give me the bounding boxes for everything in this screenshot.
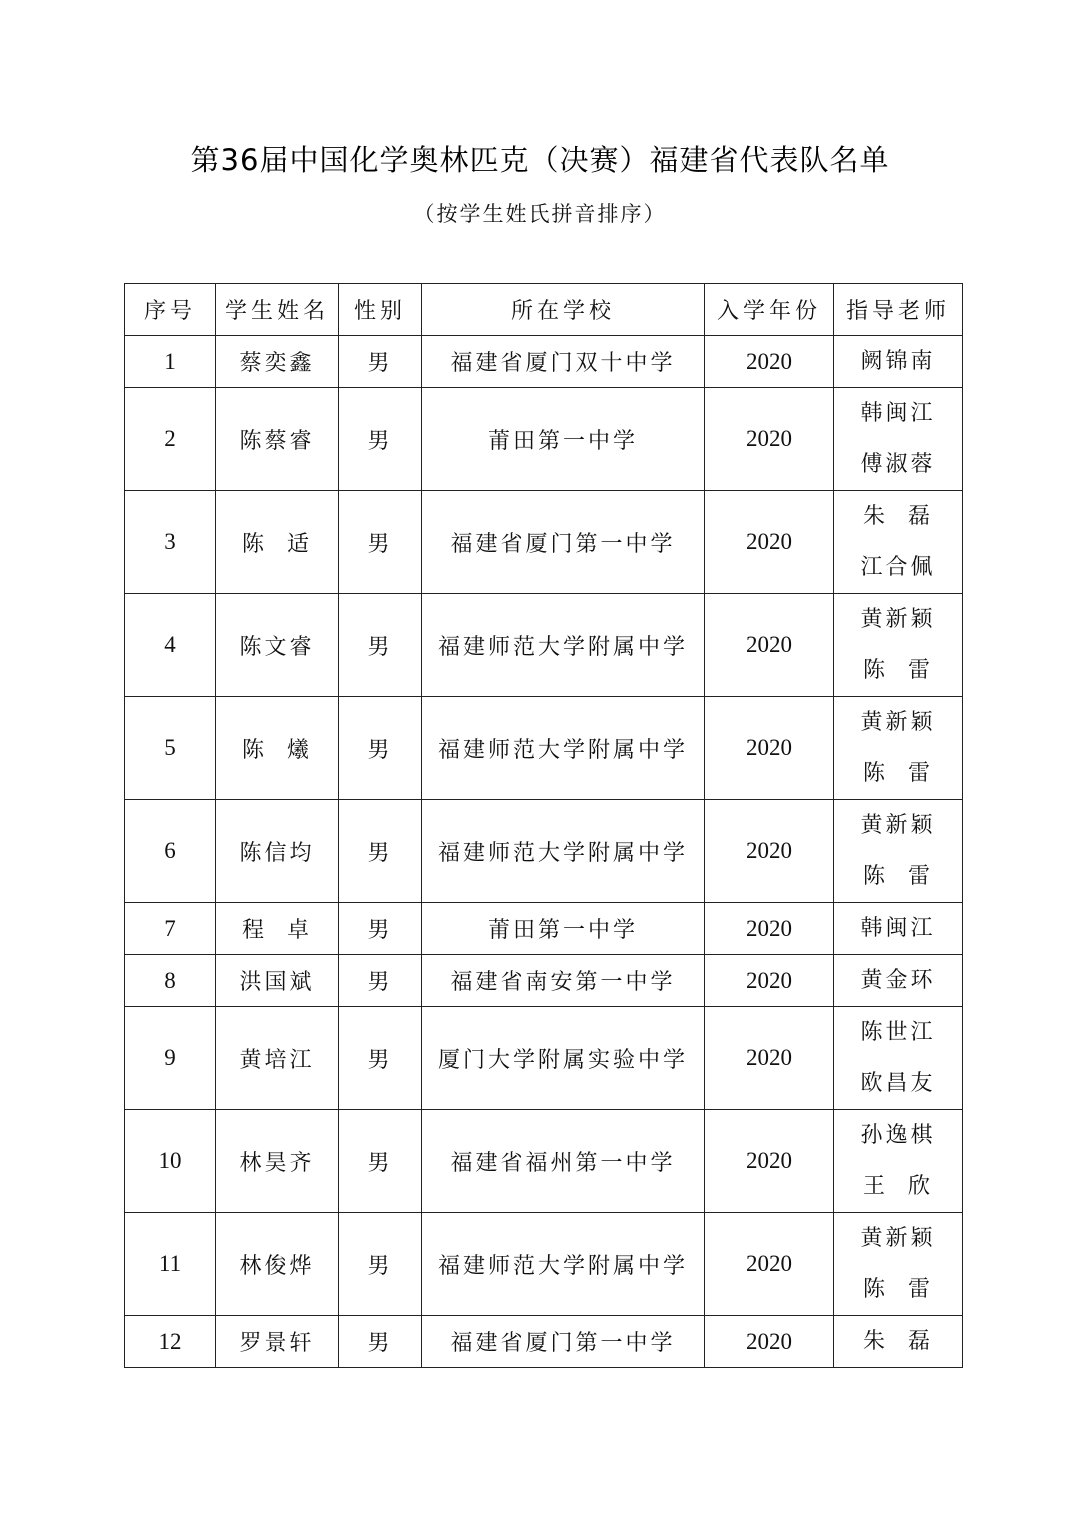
cell-school: 福建省厦门第一中学 — [422, 491, 705, 594]
document-title: 第36届中国化学奥林匹克（决赛）福建省代表队名单 — [190, 143, 890, 177]
table-row — [125, 1110, 963, 1213]
cell-enrollment-year: 2020 — [705, 903, 834, 955]
cell-school: 莆田第一中学 — [422, 903, 705, 955]
teacher-name: 朱 磊 — [863, 504, 933, 529]
cell-gender: 男 — [339, 903, 422, 955]
header-number: 序号 — [125, 284, 216, 336]
cell-gender: 男 — [339, 955, 422, 1007]
cell-student-name: 陈 爔 — [216, 697, 339, 800]
cell-teachers — [834, 697, 963, 800]
cell-gender: 男 — [339, 1316, 422, 1368]
cell-student-name: 陈蔡睿 — [216, 388, 339, 491]
teacher-name: 傅淑蓉 — [860, 452, 936, 477]
cell-enrollment-year: 2020 — [705, 388, 834, 491]
teacher-name: 朱 磊 — [863, 1329, 933, 1354]
header-enrollment-year: 入学年份 — [705, 284, 834, 336]
table-row — [125, 388, 963, 491]
teacher-name: 陈 雷 — [863, 658, 933, 683]
teacher-name: 欧昌友 — [860, 1071, 936, 1096]
cell-teachers — [834, 1213, 963, 1316]
cell-teachers — [834, 903, 963, 955]
cell-gender: 男 — [339, 1007, 422, 1110]
teacher-name: 王 欣 — [863, 1174, 933, 1199]
teacher-name: 陈 雷 — [863, 761, 933, 786]
cell-teachers — [834, 388, 963, 491]
cell-teachers — [834, 955, 963, 1007]
cell-teachers — [834, 491, 963, 594]
cell-school: 莆田第一中学 — [422, 388, 705, 491]
cell-enrollment-year: 2020 — [705, 800, 834, 903]
cell-school: 福建省厦门第一中学 — [422, 1316, 705, 1368]
roster-body — [125, 336, 963, 1368]
cell-enrollment-year: 2020 — [705, 1316, 834, 1368]
cell-teachers — [834, 1316, 963, 1368]
cell-school: 厦门大学附属实验中学 — [422, 1007, 705, 1110]
teacher-name: 韩闽江 — [860, 916, 936, 941]
cell-enrollment-year: 2020 — [705, 491, 834, 594]
cell-school: 福建省福州第一中学 — [422, 1110, 705, 1213]
cell-number: 9 — [125, 1007, 216, 1110]
cell-enrollment-year: 2020 — [705, 955, 834, 1007]
cell-student-name: 洪国斌 — [216, 955, 339, 1007]
table-row — [125, 1007, 963, 1110]
cell-number: 2 — [125, 388, 216, 491]
cell-enrollment-year: 2020 — [705, 1007, 834, 1110]
cell-enrollment-year: 2020 — [705, 336, 834, 388]
teacher-name: 黄新颖 — [860, 813, 936, 838]
cell-gender: 男 — [339, 1213, 422, 1316]
cell-student-name: 林俊烨 — [216, 1213, 339, 1316]
teacher-name: 黄新颖 — [860, 607, 936, 632]
cell-student-name: 陈 适 — [216, 491, 339, 594]
cell-gender: 男 — [339, 1110, 422, 1213]
cell-school: 福建师范大学附属中学 — [422, 697, 705, 800]
cell-teachers — [834, 594, 963, 697]
cell-student-name: 陈文睿 — [216, 594, 339, 697]
cell-teachers — [834, 800, 963, 903]
cell-enrollment-year: 2020 — [705, 594, 834, 697]
teacher-name: 江合佩 — [860, 555, 936, 580]
cell-gender: 男 — [339, 388, 422, 491]
teacher-name: 黄新颖 — [860, 1226, 936, 1251]
cell-student-name: 黄培江 — [216, 1007, 339, 1110]
table-row — [125, 903, 963, 955]
cell-school: 福建师范大学附属中学 — [422, 1213, 705, 1316]
cell-enrollment-year: 2020 — [705, 1110, 834, 1213]
cell-number: 1 — [125, 336, 216, 388]
teacher-name: 阙锦南 — [860, 349, 936, 374]
cell-school: 福建师范大学附属中学 — [422, 594, 705, 697]
cell-teachers — [834, 336, 963, 388]
cell-number: 6 — [125, 800, 216, 903]
roster-table — [124, 283, 963, 1368]
cell-student-name: 陈信均 — [216, 800, 339, 903]
header-teachers: 指导老师 — [834, 284, 963, 336]
table-row — [125, 336, 963, 388]
cell-student-name: 蔡奕鑫 — [216, 336, 339, 388]
cell-number: 3 — [125, 491, 216, 594]
cell-teachers — [834, 1007, 963, 1110]
table-row — [125, 697, 963, 800]
teacher-name: 陈世江 — [860, 1020, 936, 1045]
table-row — [125, 491, 963, 594]
cell-student-name: 林昊齐 — [216, 1110, 339, 1213]
cell-teachers — [834, 1110, 963, 1213]
cell-gender: 男 — [339, 800, 422, 903]
header-gender: 性别 — [339, 284, 422, 336]
cell-number: 12 — [125, 1316, 216, 1368]
cell-gender: 男 — [339, 491, 422, 594]
cell-number: 11 — [125, 1213, 216, 1316]
table-row — [125, 1316, 963, 1368]
teacher-name: 黄新颖 — [860, 710, 936, 735]
table-row — [125, 1213, 963, 1316]
cell-school: 福建师范大学附属中学 — [422, 800, 705, 903]
header-school: 所在学校 — [422, 284, 705, 336]
cell-number: 5 — [125, 697, 216, 800]
teacher-name: 韩闽江 — [860, 401, 936, 426]
cell-student-name: 程 卓 — [216, 903, 339, 955]
cell-gender: 男 — [339, 336, 422, 388]
teacher-name: 陈 雷 — [863, 864, 933, 889]
table-header-row — [125, 284, 963, 336]
table-row — [125, 594, 963, 697]
teacher-name: 陈 雷 — [863, 1277, 933, 1302]
cell-enrollment-year: 2020 — [705, 1213, 834, 1316]
teacher-name: 黄金环 — [860, 968, 936, 993]
cell-gender: 男 — [339, 697, 422, 800]
cell-gender: 男 — [339, 594, 422, 697]
teacher-name: 孙逸棋 — [860, 1123, 936, 1148]
document-subtitle: （按学生姓氏拼音排序） — [413, 202, 667, 226]
cell-enrollment-year: 2020 — [705, 697, 834, 800]
cell-school: 福建省厦门双十中学 — [422, 336, 705, 388]
cell-number: 4 — [125, 594, 216, 697]
cell-number: 7 — [125, 903, 216, 955]
cell-number: 8 — [125, 955, 216, 1007]
cell-number: 10 — [125, 1110, 216, 1213]
cell-student-name: 罗景轩 — [216, 1316, 339, 1368]
table-row — [125, 800, 963, 903]
table-row — [125, 955, 963, 1007]
header-student-name: 学生姓名 — [216, 284, 339, 336]
cell-school: 福建省南安第一中学 — [422, 955, 705, 1007]
